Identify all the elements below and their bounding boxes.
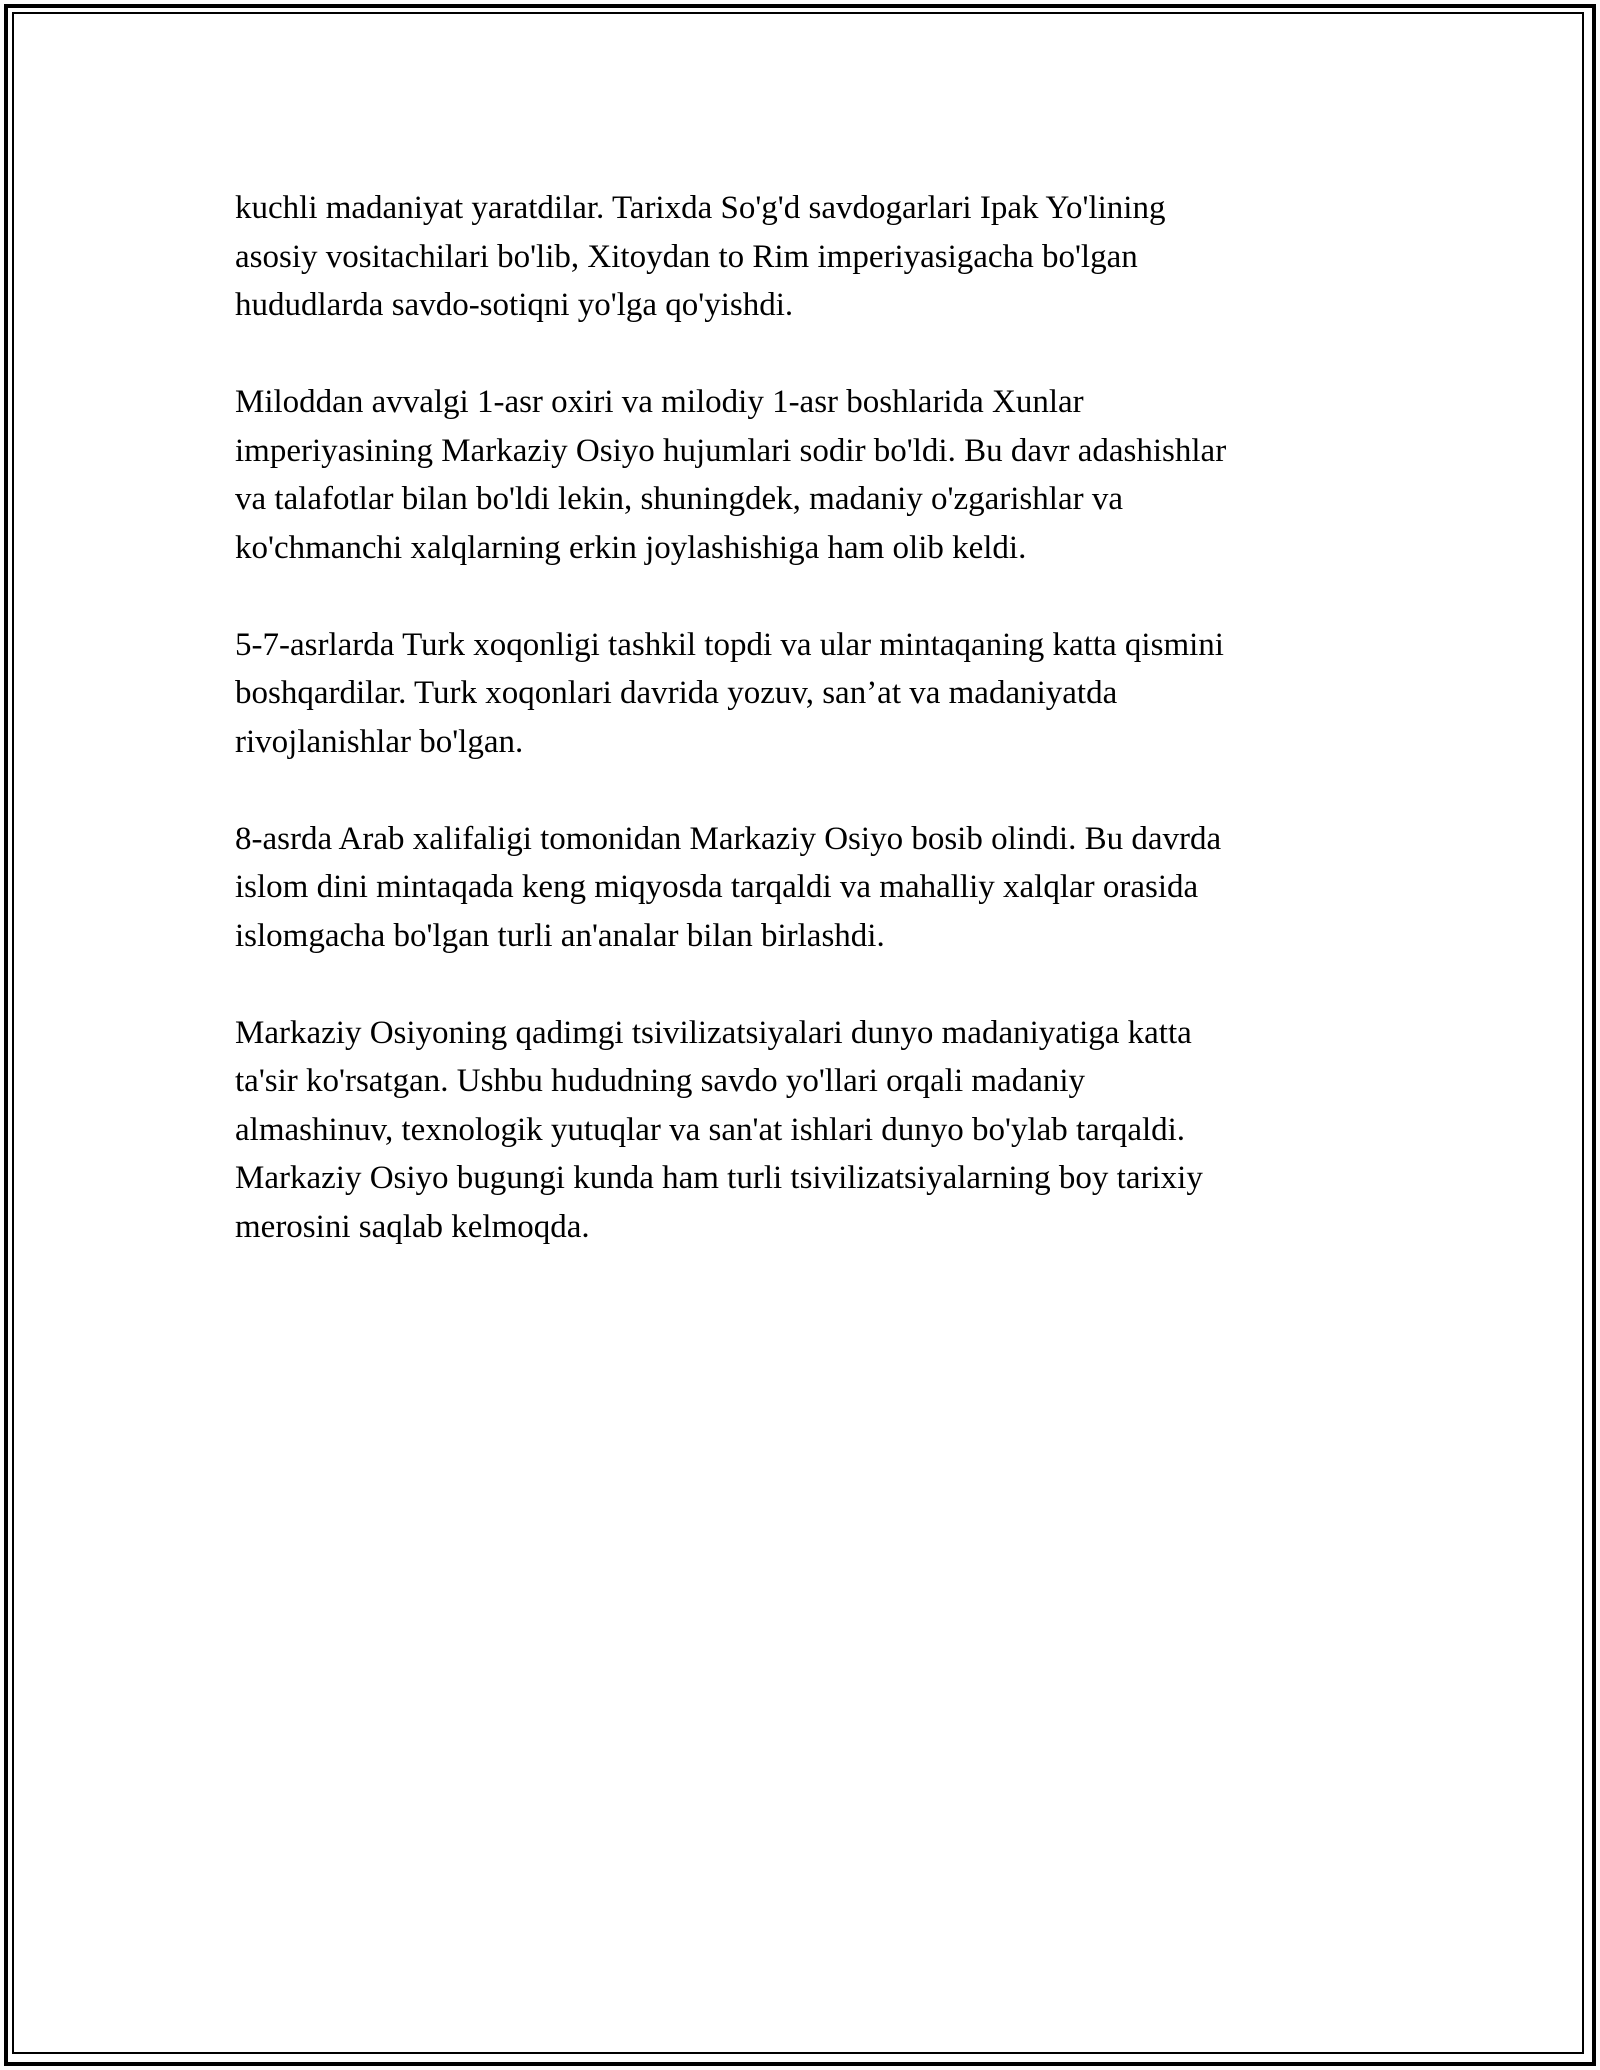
paragraph-conclusion [235,1009,1375,1252]
paragraph-arab-caliphate [235,815,1375,961]
text-line: merosini saqlab kelmoqda. [235,1208,590,1245]
text-line: Markaziy Osiyo bugungi kunda ham turli tsivilizatsiyalarning boy tarixiy [235,1160,1203,1196]
text-line: kuchli madaniyat yaratdilar. Tarixda So'g'd savdogarlari Ipak Yo'lining [235,190,1166,226]
paragraph-turk-khaganate [235,621,1375,767]
text-line: ko'chmanchi xalqlarning erkin joylashishiga ham olib keldi. [235,529,1027,566]
text-line: asosiy vositachilari bo'lib, Xitoydan to Rim imperiyasigacha bo'lgan [235,238,1138,275]
text-line: hududlarda savdo-sotiqni yo'lga qo'yishdi. [235,287,794,323]
text-line: rivojlanishlar bo'lgan. [235,723,524,760]
text-line: va talafotlar bilan bo'ldi lekin, shuningdek, madaniy o'zgarishlar va [235,481,1123,517]
text-line: 8-asrda Arab xalifaligi tomonidan Markaziy Osiyo bosib olindi. Bu davrda [235,820,1222,857]
text-line: almashinuv, texnologik yutuqlar va san'at ishlari dunyo bo'ylab tarqaldi. [235,1111,1186,1148]
text-line: Miloddan avvalgi 1-asr oxiri va milodiy 1-asr boshlarida Xunlar [235,384,1084,420]
text-line: ta'sir ko'rsatgan. Ushbu hududning savdo yo'llari orqali madaniy [235,1063,1086,1099]
paragraph-sogd-traders [235,184,1375,330]
text-line: 5-7-asrlarda Turk xoqonligi tashkil topdi va ular mintaqaning katta qismini [235,626,1224,663]
text-line: imperiyasining Markaziy Osiyo hujumlari sodir bo'ldi. Bu davr adashishlar [235,432,1227,469]
text-line: islom dini mintaqada keng miqyosda tarqaldi va mahalliy xalqlar orasida [235,869,1199,905]
document-body [235,184,1375,1251]
text-line: Markaziy Osiyoning qadimgi tsivilizatsiyalari dunyo madaniyatiga katta [235,1014,1192,1051]
text-line: boshqardilar. Turk xoqonlari davrida yozuv, san’at va madaniyatda [235,675,1118,711]
text-line: islomgacha bo'lgan turli an'analar bilan birlashdi. [235,917,885,954]
paragraph-xunnu-empire [235,378,1375,572]
